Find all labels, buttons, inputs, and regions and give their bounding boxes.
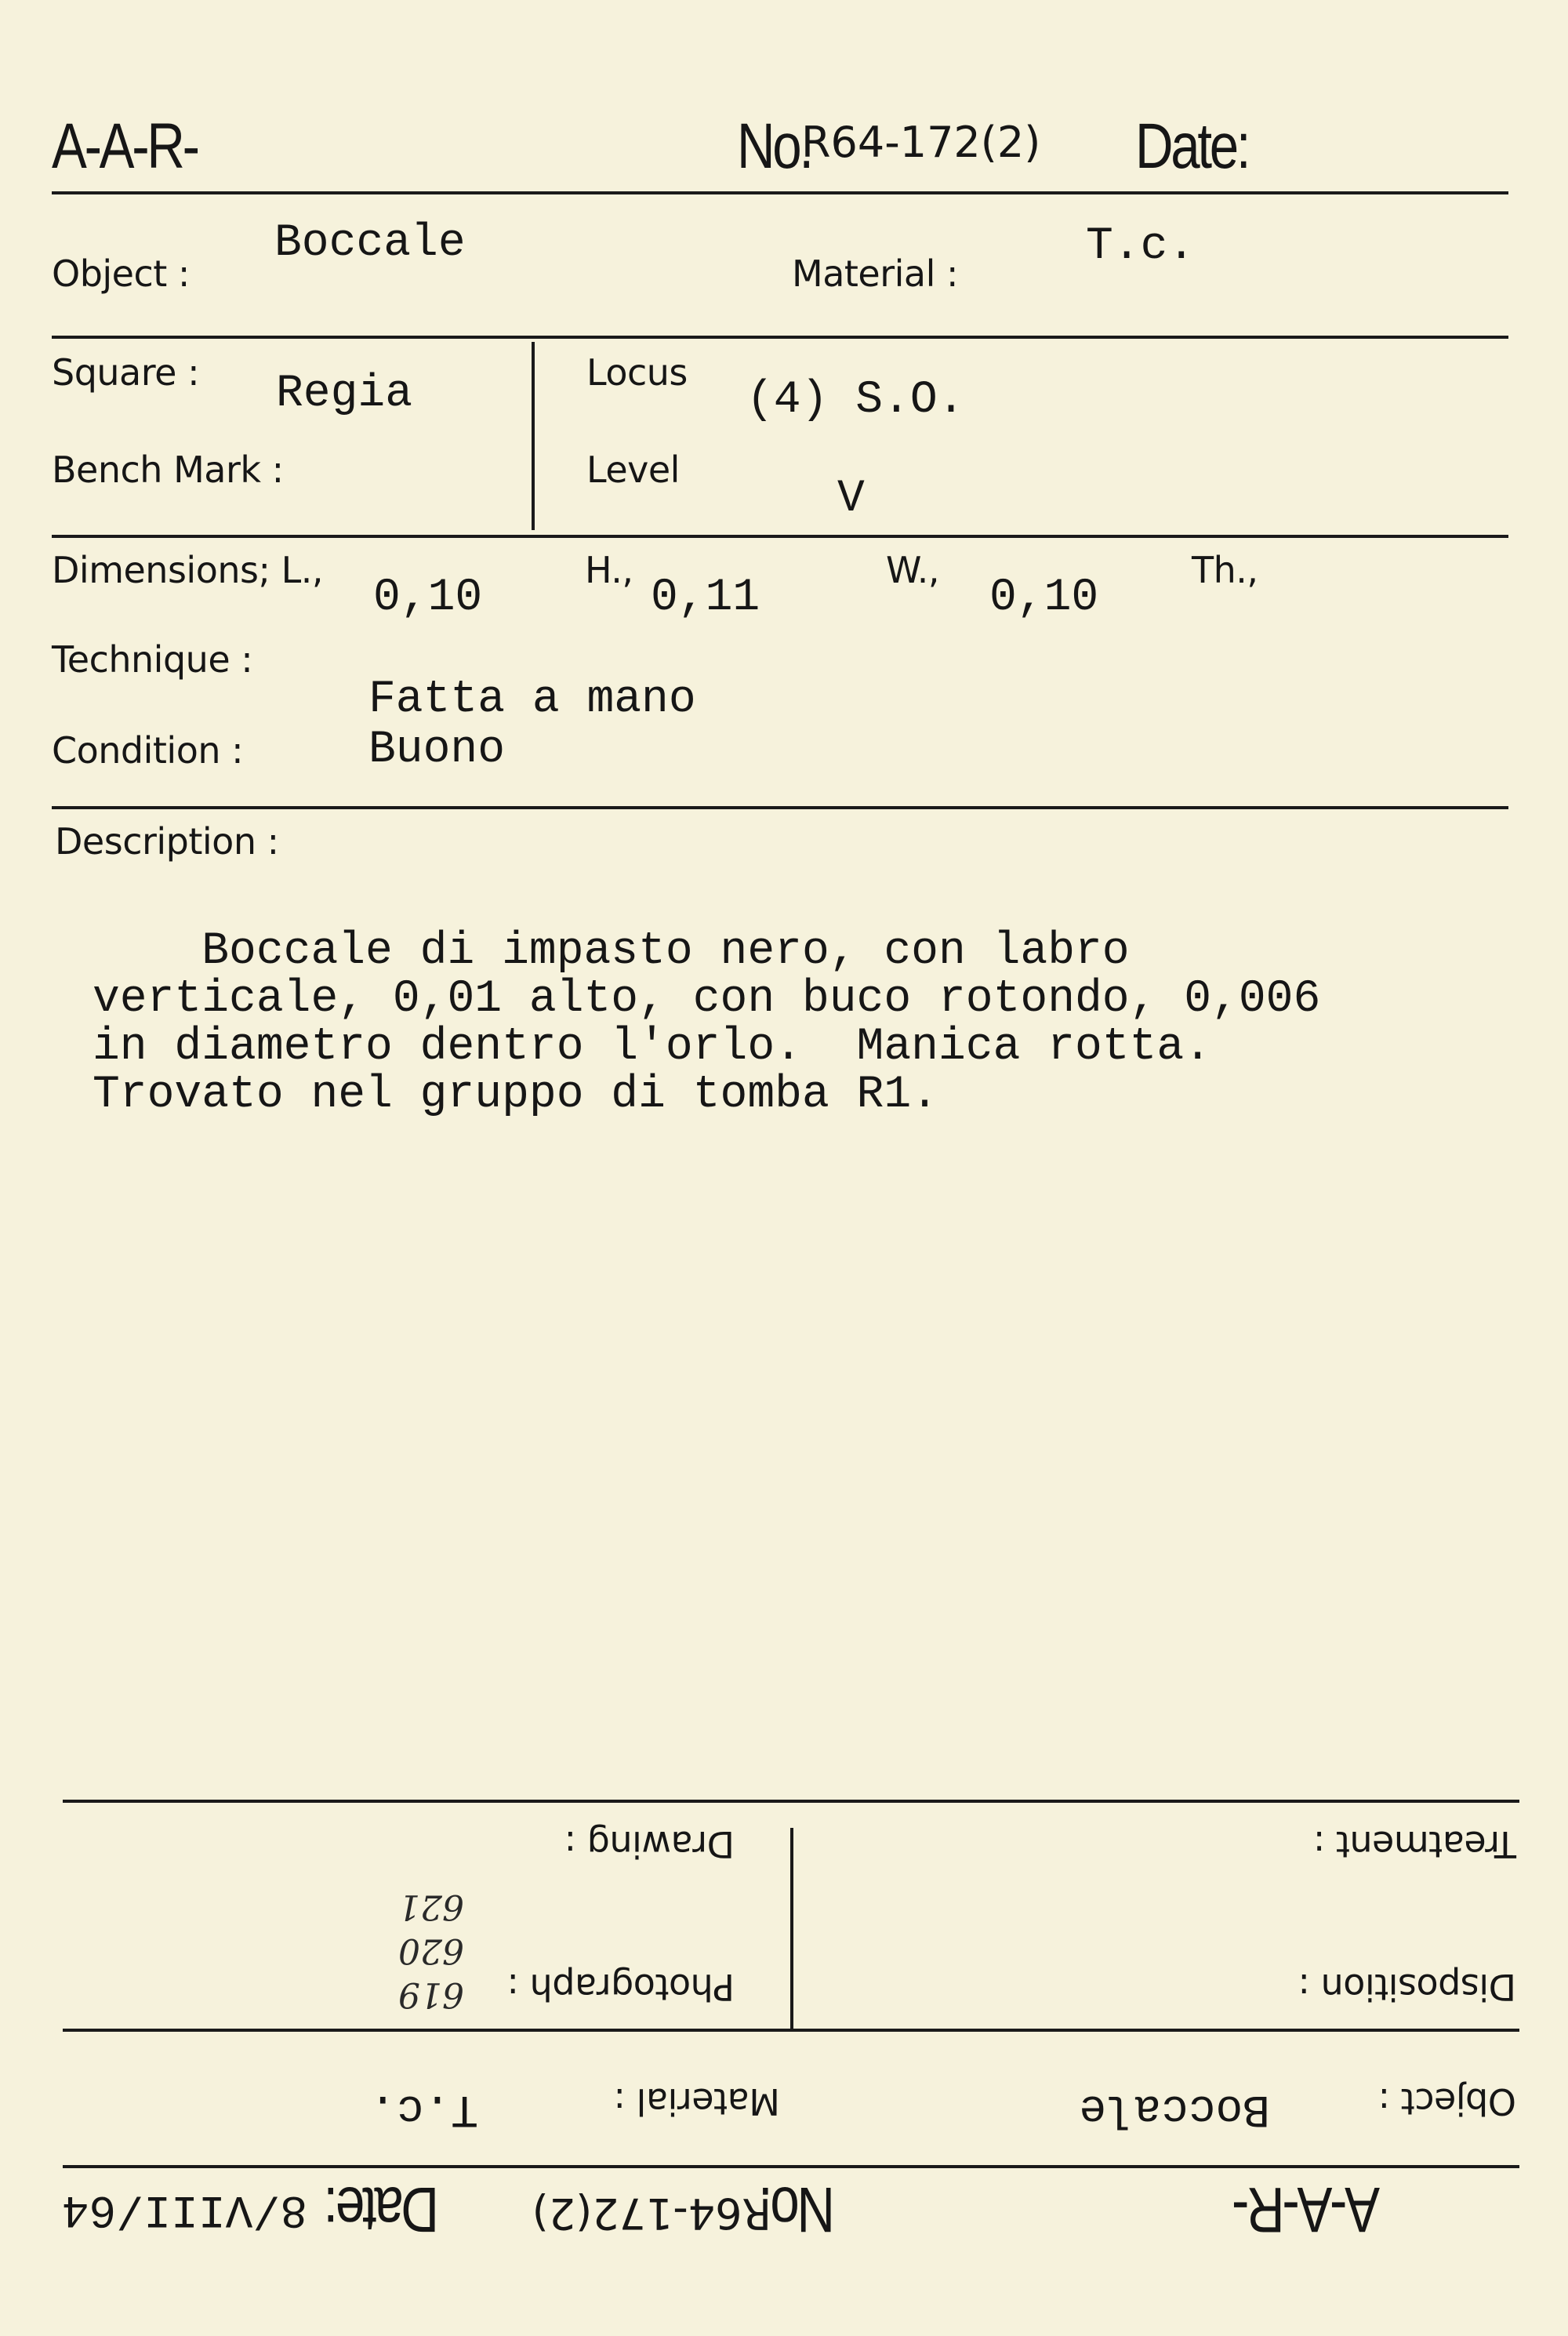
record-number: R64-172(2) <box>801 118 1041 167</box>
card-prefix: A-A-R- <box>52 111 198 182</box>
width-value: 0,10 <box>989 572 1099 623</box>
photo-number: 620 <box>398 1931 464 1971</box>
locus-label: Locus <box>586 351 688 394</box>
divider <box>52 535 1508 538</box>
photograph-label: Photograph : <box>507 1966 735 2008</box>
object-value-inverted: Boccale <box>1079 2083 1270 2134</box>
object-label-inverted: Object : <box>1378 2080 1516 2123</box>
date-label-inverted: Date: <box>325 2174 439 2245</box>
level-value: V <box>837 474 865 525</box>
condition-label: Condition : <box>52 729 244 772</box>
dimensions-label: Dimensions; L., <box>52 549 323 591</box>
condition-value: Buono <box>368 725 506 776</box>
description-line: Trovato nel gruppo di tomba R1. <box>93 1070 938 1121</box>
photo-number: 621 <box>398 1887 464 1927</box>
height-value: 0,11 <box>651 572 760 623</box>
locus-value: (4) S.O. <box>746 375 965 426</box>
level-label: Level <box>586 449 680 491</box>
number-label-inverted: No. <box>760 2174 835 2245</box>
date-value-inverted: 8/VIII/64 <box>61 2183 307 2234</box>
technique-label: Technique : <box>52 638 253 681</box>
material-value-inverted: T.c. <box>368 2083 478 2134</box>
vertical-divider <box>532 342 535 530</box>
vertical-divider <box>790 1828 793 2029</box>
description-line: Boccale di impasto nero, con labro <box>93 926 1130 977</box>
description-text <box>93 880 1320 1119</box>
description-line: in diametro dentro l'orlo. Manica rotta. <box>93 1022 1212 1073</box>
divider <box>63 2029 1519 2032</box>
divider <box>52 336 1508 339</box>
material-label: Material : <box>792 252 958 295</box>
drawing-label: Drawing : <box>564 1823 735 1866</box>
card-prefix-inverted: A-A-R- <box>1234 2174 1380 2245</box>
object-label: Object : <box>52 252 190 295</box>
disposition-label: Disposition : <box>1298 1966 1516 2008</box>
treatment-label: Treatment : <box>1313 1823 1516 1866</box>
material-label-inverted: Material : <box>614 2080 780 2123</box>
thickness-label: Th., <box>1192 549 1258 591</box>
record-number-inverted: R64-172(2) <box>532 2189 771 2238</box>
width-label: W., <box>886 549 939 591</box>
description-line: verticale, 0,01 alto, con buco rotondo, 0,006 <box>93 974 1321 1025</box>
inverted-section <box>0 1670 1568 2336</box>
technique-value: Fatta a mano <box>368 674 696 725</box>
date-label: Date: <box>1135 111 1249 182</box>
photo-number: 619 <box>398 1975 464 2014</box>
description-label: Description : <box>55 820 279 863</box>
divider <box>52 191 1508 194</box>
divider <box>63 2165 1519 2168</box>
object-value: Boccale <box>274 218 466 269</box>
divider <box>52 806 1508 809</box>
number-label: No. <box>737 111 811 182</box>
divider <box>63 1800 1519 1803</box>
material-value: T.c. <box>1086 221 1196 272</box>
length-value: 0,10 <box>373 572 483 623</box>
height-label: H., <box>585 549 633 591</box>
square-label: Square : <box>52 351 200 394</box>
square-value: Regia <box>276 369 413 420</box>
bench-mark-label: Bench Mark : <box>52 449 284 491</box>
